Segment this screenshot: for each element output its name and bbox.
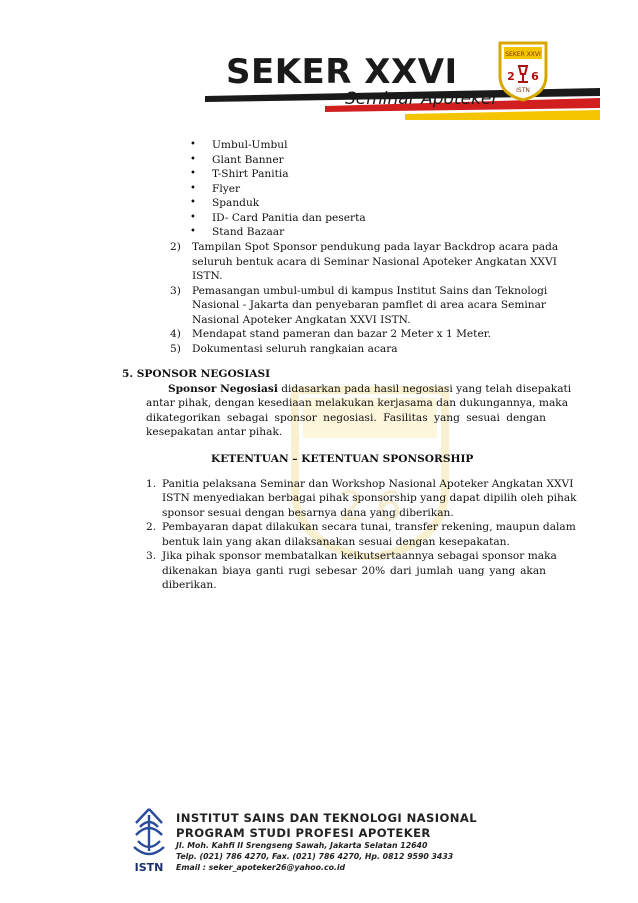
list-item-line: Tampilan Spot Sponsor pendukung pada layar Backdrop acara pada: [192, 241, 559, 253]
bullet-dot-icon: •: [190, 197, 196, 208]
istn-logo: [128, 805, 170, 875]
paragraph-text: didasarkan pada hasil negosiasi yang telah disepakati: [277, 383, 572, 395]
list-item: Stand Bazaar: [212, 226, 285, 238]
logo-top-text: SEKER XXVI: [505, 51, 541, 58]
list-item-line: Pembayaran dapat dilakukan secara tunai, transfer rekening, maupun dalam: [162, 521, 576, 533]
footer-phone: Telp. (021) 786 4270, Fax. (021) 786 4270, Hp. 0812 9590 3433: [176, 852, 454, 861]
section-heading: 5. SPONSOR NEGOSIASI: [122, 368, 271, 380]
seker-logo: [497, 40, 549, 102]
list-item: Umbul-Umbul: [212, 139, 288, 151]
list-item-line: Panitia pelaksana Seminar dan Workshop Nasional Apoteker Angkatan XXVI: [162, 478, 574, 490]
header-title: SEKER XXVI: [226, 52, 458, 92]
list-item-line: sponsor sesuai dengan besarnya dana yang diberikan.: [162, 507, 454, 519]
footer-program: PROGRAM STUDI PROFESI APOTEKER: [176, 826, 431, 840]
header-subtitle: Seminar Apoteker: [345, 89, 499, 109]
list-number: 5): [170, 343, 181, 355]
list-item-line: seluruh bentuk acara di Seminar Nasional Apoteker Angkatan XXVI: [192, 256, 557, 268]
bullet-dot-icon: •: [190, 154, 196, 165]
list-item: ID- Card Panitia dan peserta: [212, 212, 366, 224]
bold-lead: Sponsor Negosiasi: [168, 383, 278, 395]
paragraph-line: kesepakatan antar pihak.: [146, 426, 283, 438]
svg-text:2 6: 2 6: [338, 484, 402, 530]
bullet-dot-icon: •: [190, 168, 196, 179]
list-item: Flyer: [212, 183, 241, 195]
paragraph-line: antar pihak, dengan kesediaan melakukan kerjasama dan dukungannya, maka: [146, 397, 569, 409]
list-item-line: Mendapat stand pameran dan bazar 2 Meter x 1 Meter.: [192, 328, 491, 340]
ketentuan-heading: KETENTUAN – KETENTUAN SPONSORSHIP: [211, 453, 474, 465]
list-number: 4): [170, 328, 181, 340]
bullet-dot-icon: •: [190, 139, 196, 150]
list-item-line: ISTN menyediakan berbagai pihak sponsorship yang dapat dipilih oleh pihak: [162, 492, 577, 504]
paragraph-line: [168, 382, 572, 397]
footer-address: Jl. Moh. Kahfi II Srengseng Sawah, Jakarta Selatan 12640: [176, 841, 428, 850]
paragraph-line: dikategorikan sebagai sponsor negosiasi. Fasilitas yang sesuai dengan: [146, 412, 546, 424]
list-item-line: Nasional Apoteker Angkatan XXVI ISTN.: [192, 314, 411, 326]
list-item-line: ISTN.: [192, 270, 223, 282]
list-number: 1.: [146, 478, 157, 490]
list-number: 2): [170, 241, 181, 253]
list-item-line: Nasional - Jakarta dan penyebaran pamflet di area acara Seminar: [192, 299, 546, 311]
footer-email: Email : seker_apoteker26@yahoo.co.id: [176, 863, 346, 872]
list-item: Glant Banner: [212, 154, 284, 166]
logo-num-right: 6: [531, 70, 539, 83]
list-item-line: Dokumentasi seluruh rangkaian acara: [192, 343, 398, 355]
bullet-dot-icon: •: [190, 212, 196, 223]
footer-institution: INSTITUT SAINS DAN TEKNOLOGI NASIONAL: [176, 811, 478, 825]
list-number: 3.: [146, 550, 157, 562]
list-number: 3): [170, 285, 181, 297]
list-item-line: dikenakan biaya ganti rugi sebesar 20% dari jumlah uang yang akan: [162, 565, 546, 577]
logo-num-left: 2: [507, 70, 515, 83]
bullet-dot-icon: •: [190, 183, 196, 194]
list-item: T-Shirt Panitia: [212, 168, 289, 180]
list-item-line: Jika pihak sponsor membatalkan keikutsertaannya sebagai sponsor maka: [162, 550, 557, 562]
list-item-line: Pemasangan umbul-umbul di kampus Institut Sains dan Teknologi: [192, 285, 548, 297]
bullet-dot-icon: •: [190, 226, 196, 237]
logo-bottom-text: ISTN: [516, 87, 530, 94]
istn-logo-text: ISTN: [134, 861, 164, 874]
list-item-line: diberikan.: [162, 579, 217, 591]
list-item: Spanduk: [212, 197, 260, 209]
list-number: 2.: [146, 521, 157, 533]
list-item-line: bentuk lain yang akan dilaksanakan sesuai dengan kesepakatan.: [162, 536, 510, 548]
